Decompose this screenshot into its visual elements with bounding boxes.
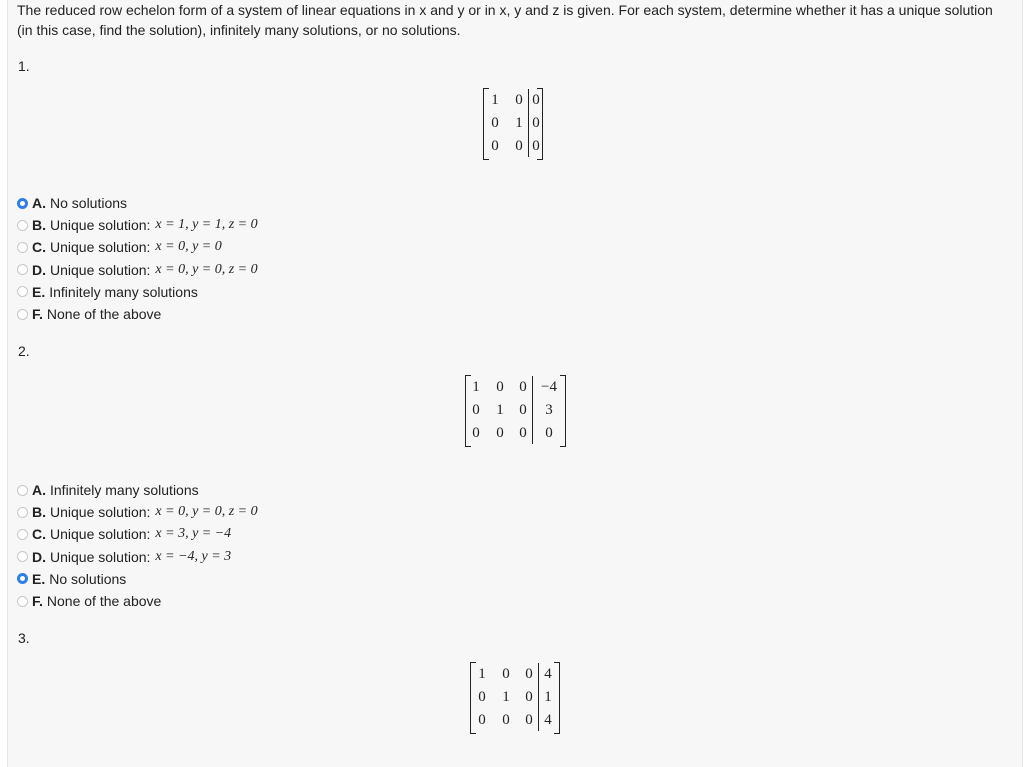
matrix-cell: 0 bbox=[545, 425, 553, 441]
matrix-cell: 1 bbox=[502, 689, 510, 705]
radio-icon[interactable] bbox=[17, 242, 28, 253]
matrix-cell: 0 bbox=[491, 138, 499, 154]
option-letter: A. bbox=[32, 195, 46, 212]
option-1b[interactable] bbox=[17, 214, 258, 236]
matrix-cell: 1 bbox=[478, 666, 486, 682]
option-math: x = 0, y = 0 bbox=[155, 239, 222, 255]
matrix-cell: 0 bbox=[472, 402, 480, 418]
radio-icon[interactable] bbox=[17, 529, 28, 540]
option-1f[interactable] bbox=[17, 303, 258, 325]
matrix-cell: 0 bbox=[525, 666, 533, 682]
question-2-matrix bbox=[465, 375, 566, 445]
option-letter: E. bbox=[32, 570, 46, 587]
option-2b[interactable] bbox=[17, 501, 258, 523]
option-letter: D. bbox=[32, 261, 46, 278]
matrix-cell: 0 bbox=[515, 138, 523, 154]
question-3-number: 3. bbox=[18, 630, 30, 646]
option-2c[interactable] bbox=[17, 523, 258, 545]
question-1-number: 1. bbox=[18, 58, 30, 74]
option-letter: C. bbox=[32, 239, 46, 256]
option-math: x = 0, y = 0, z = 0 bbox=[155, 504, 258, 520]
option-letter: E. bbox=[32, 283, 46, 300]
matrix-cell: 1 bbox=[515, 115, 523, 131]
option-letter: B. bbox=[32, 217, 46, 234]
option-letter: C. bbox=[32, 526, 46, 543]
option-letter: D. bbox=[32, 548, 46, 565]
question-1-options bbox=[17, 192, 258, 325]
matrix-cell: 0 bbox=[532, 92, 540, 108]
radio-icon[interactable] bbox=[17, 309, 28, 320]
matrix-cell: 0 bbox=[519, 379, 527, 395]
option-math: x = 3, y = −4 bbox=[155, 526, 232, 542]
matrix-cell: 0 bbox=[472, 425, 480, 441]
radio-icon[interactable] bbox=[17, 596, 28, 607]
matrix-cell: 0 bbox=[496, 425, 504, 441]
question-2-options bbox=[17, 479, 258, 612]
matrix-cell: 0 bbox=[496, 379, 504, 395]
radio-selected-icon[interactable] bbox=[17, 573, 28, 584]
option-text: Unique solution: bbox=[50, 217, 151, 234]
option-2a[interactable] bbox=[17, 479, 258, 501]
radio-icon[interactable] bbox=[17, 485, 28, 496]
option-1d[interactable] bbox=[17, 259, 258, 281]
matrix-cell: 4 bbox=[544, 666, 552, 682]
option-1a[interactable] bbox=[17, 192, 258, 214]
matrix-cell: 0 bbox=[478, 712, 486, 728]
question-3-matrix bbox=[470, 662, 560, 732]
radio-selected-icon[interactable] bbox=[17, 198, 28, 209]
option-2e[interactable] bbox=[17, 568, 258, 590]
option-letter: F. bbox=[32, 593, 43, 610]
radio-icon[interactable] bbox=[17, 286, 28, 297]
matrix-augment-line bbox=[538, 663, 539, 731]
option-letter: B. bbox=[32, 504, 46, 521]
option-text: Unique solution: bbox=[50, 548, 151, 565]
option-letter: A. bbox=[32, 482, 46, 499]
option-math: x = 1, y = 1, z = 0 bbox=[155, 217, 258, 233]
matrix-cell: 1 bbox=[544, 689, 552, 705]
radio-icon[interactable] bbox=[17, 220, 28, 231]
problem-statement: The reduced row echelon form of a system of linear equations in x and y or in x, y and z is given. For each system, determine whether it has a unique solution (in this case, find the solution), infinitely many solutions, or no solutions. bbox=[17, 2, 993, 38]
option-text: Infinitely many solutions bbox=[49, 283, 198, 300]
matrix-cell: −4 bbox=[541, 379, 557, 395]
matrix-cell: 0 bbox=[525, 689, 533, 705]
option-math: x = −4, y = 3 bbox=[155, 548, 232, 564]
option-text: Unique solution: bbox=[50, 504, 151, 521]
matrix-cell: 1 bbox=[491, 92, 499, 108]
option-math: x = 0, y = 0, z = 0 bbox=[155, 261, 258, 277]
matrix-cell: 0 bbox=[519, 425, 527, 441]
question-2-number: 2. bbox=[18, 343, 30, 359]
matrix-cell: 0 bbox=[525, 712, 533, 728]
option-text: No solutions bbox=[49, 570, 127, 587]
option-1c[interactable] bbox=[17, 236, 258, 258]
option-text: None of the above bbox=[46, 593, 162, 610]
matrix-cell: 0 bbox=[478, 689, 486, 705]
matrix-cell: 0 bbox=[491, 115, 499, 131]
matrix-cell: 1 bbox=[496, 402, 504, 418]
matrix-cell: 0 bbox=[502, 712, 510, 728]
option-text: No solutions bbox=[50, 195, 128, 212]
matrix-cell: 4 bbox=[544, 712, 552, 728]
matrix-cell: 3 bbox=[545, 402, 553, 418]
option-text: Infinitely many solutions bbox=[50, 482, 199, 499]
matrix-cell: 0 bbox=[502, 666, 510, 682]
option-1e[interactable] bbox=[17, 281, 258, 303]
option-text: Unique solution: bbox=[50, 526, 151, 543]
radio-icon[interactable] bbox=[17, 507, 28, 518]
radio-icon[interactable] bbox=[17, 551, 28, 562]
option-text: Unique solution: bbox=[50, 261, 151, 278]
option-2d[interactable] bbox=[17, 546, 258, 568]
option-text: Unique solution: bbox=[50, 239, 151, 256]
question-1-matrix bbox=[483, 88, 543, 158]
radio-icon[interactable] bbox=[17, 264, 28, 275]
matrix-cell: 1 bbox=[472, 379, 480, 395]
matrix-cell: 0 bbox=[519, 402, 527, 418]
option-letter: F. bbox=[32, 306, 43, 323]
option-2f[interactable] bbox=[17, 590, 258, 612]
matrix-cell: 0 bbox=[515, 92, 523, 108]
matrix-cell: 0 bbox=[532, 138, 540, 154]
option-text: None of the above bbox=[46, 306, 162, 323]
matrix-augment-line bbox=[532, 376, 533, 444]
matrix-cell: 0 bbox=[532, 115, 540, 131]
